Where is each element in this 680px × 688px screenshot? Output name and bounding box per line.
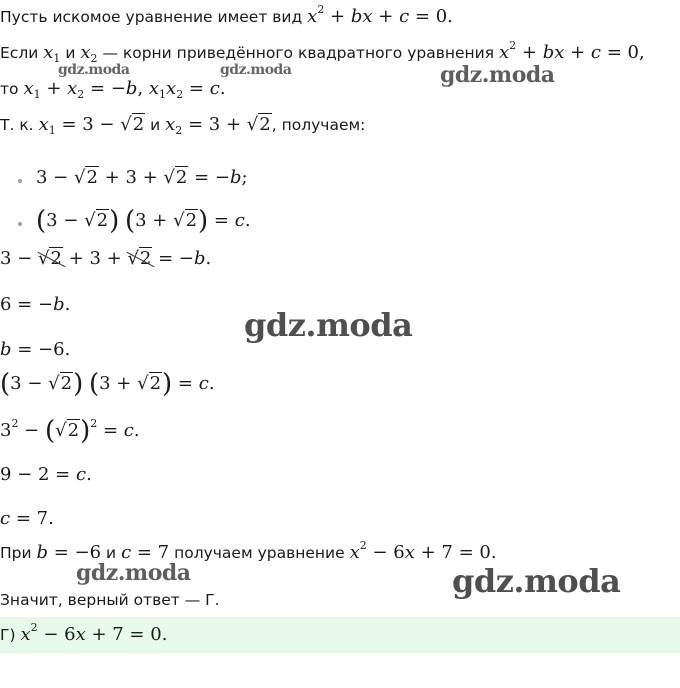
watermark-2: gdz.moda [220,62,292,78]
final-and-text: и [106,544,117,562]
answer-line [0,621,168,646]
given-and-text: и [150,116,161,134]
bullet-equation-2: (3 − √2) (3 + √2) = c. [36,206,251,236]
step-9-minus-2: 9 − 2 = c. [0,464,92,485]
given-roots-line: Т. к. $x_1 = 3 - √2$ и $x_2 = 3 + √2$, получаем: [0,114,366,137]
bullet-1 [18,179,22,183]
watermark-4: gdz.moda [244,306,413,344]
vieta-formulas: $x_1 + x_2 = -b$, $x_1x_2 = c$. [23,78,226,101]
intro-text: Пусть искомое уравнение имеет вид [0,8,303,26]
vieta-line: Если $x_1$ и $x_2$ — корни приведённого квадратного уравнения $x^2$ + bx + c = 0, [0,39,645,65]
watermark-6: gdz.moda [452,562,621,600]
bullet-2 [18,222,22,226]
step-6-eq-neg-b: 6 = −b. [0,294,71,315]
if-text: Если [0,44,39,62]
step-product: (3 − √2) (3 + √2) = c. [0,369,215,399]
step-cancel: 3 − √2 + 3 + √2 = −b. [0,248,212,269]
step-b-value: b = −6. [0,339,71,360]
formula-general: $x^2$ + bx + c = 0. [307,3,453,27]
step-difference-squares: $3^2 - (√2)^2 = c$. [0,416,140,446]
get-text: получаем: [281,116,366,134]
final-pre-text: При [0,544,32,562]
intro-line [0,3,453,28]
final-equation-line: При b = −6 и c = 7 получаем уравнение $x^2 - 6x + 7 = 0$. [0,539,497,563]
answer-equation: $x^2 - 6x + 7 = 0$. [20,621,168,645]
then-text: то [0,80,19,98]
answer-box [0,617,680,653]
vieta-relations-line [0,78,226,100]
step-c-value: c = 7. [0,508,54,529]
roots-text: — корни приведённого квадратного уравнения [102,44,495,62]
bullet-equation-1: 3 − √2 + 3 + √2 = −b; [36,167,248,188]
final-get-text: получаем уравнение [174,544,345,562]
watermark-1: gdz.moda [58,62,130,78]
and-text: и [65,44,76,62]
watermark-3: gdz.moda [440,62,555,88]
conclusion-text: Значит, верный ответ — Г. [0,591,220,609]
watermark-5: gdz.moda [76,560,191,586]
given-text: Т. к. [0,116,34,134]
answer-letter: Г) [0,626,16,644]
